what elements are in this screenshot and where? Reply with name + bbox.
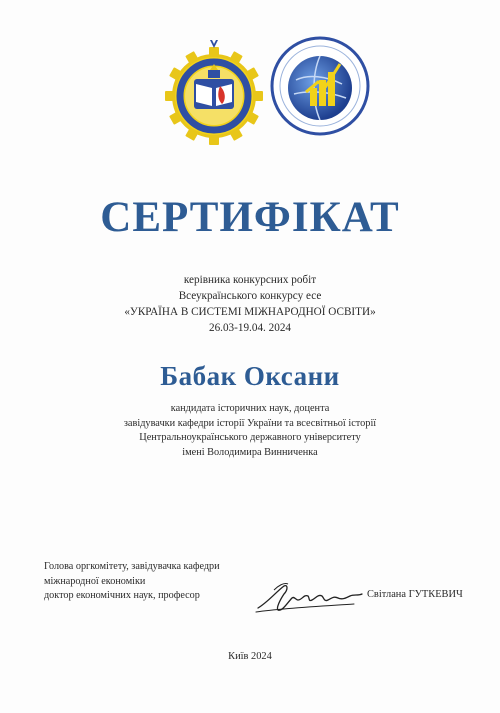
competition-description	[0, 272, 500, 336]
signatory-name: Світлана ГУТКЕВИЧ	[367, 589, 463, 600]
credentials-line: кандидата історичних наук, доцента	[170, 403, 330, 414]
signatory-title	[44, 560, 284, 604]
subtitle-line: Всеукраїнського конкурсу есе	[178, 290, 322, 302]
credentials-line: Центральноукраїнського державного університету	[139, 432, 361, 443]
handwritten-signature	[254, 578, 366, 618]
international-economics-department-logo-icon	[268, 34, 372, 138]
signatory-title-line: Голова оргкомітету, завідувачка кафедри	[44, 561, 220, 572]
signatory-title-line: міжнародної економіки	[44, 575, 146, 587]
subtitle-line: 26.03-19.04. 2024	[208, 322, 292, 334]
certificate-title: СЕРТИФІКАТ	[100, 194, 400, 241]
recipient-credentials	[0, 402, 500, 460]
place-and-year: Київ 2024	[228, 651, 272, 662]
logos-row	[0, 38, 500, 148]
subtitle-line: керівника конкурсних робіт	[183, 274, 317, 286]
credentials-line: завідувачки кафедри історії України та всесвітньої історії	[123, 417, 377, 429]
credentials-line: імені Володимира Винниченка	[182, 446, 318, 458]
university-emblem-icon	[165, 38, 263, 148]
recipient-name: Бабак Оксани	[160, 361, 340, 391]
subtitle-line: «УКРАЇНА В СИСТЕМІ МІЖНАРОДНОЇ ОСВІТИ»	[124, 306, 376, 318]
signatory-title-line: доктор економічних наук, професор	[44, 590, 200, 601]
